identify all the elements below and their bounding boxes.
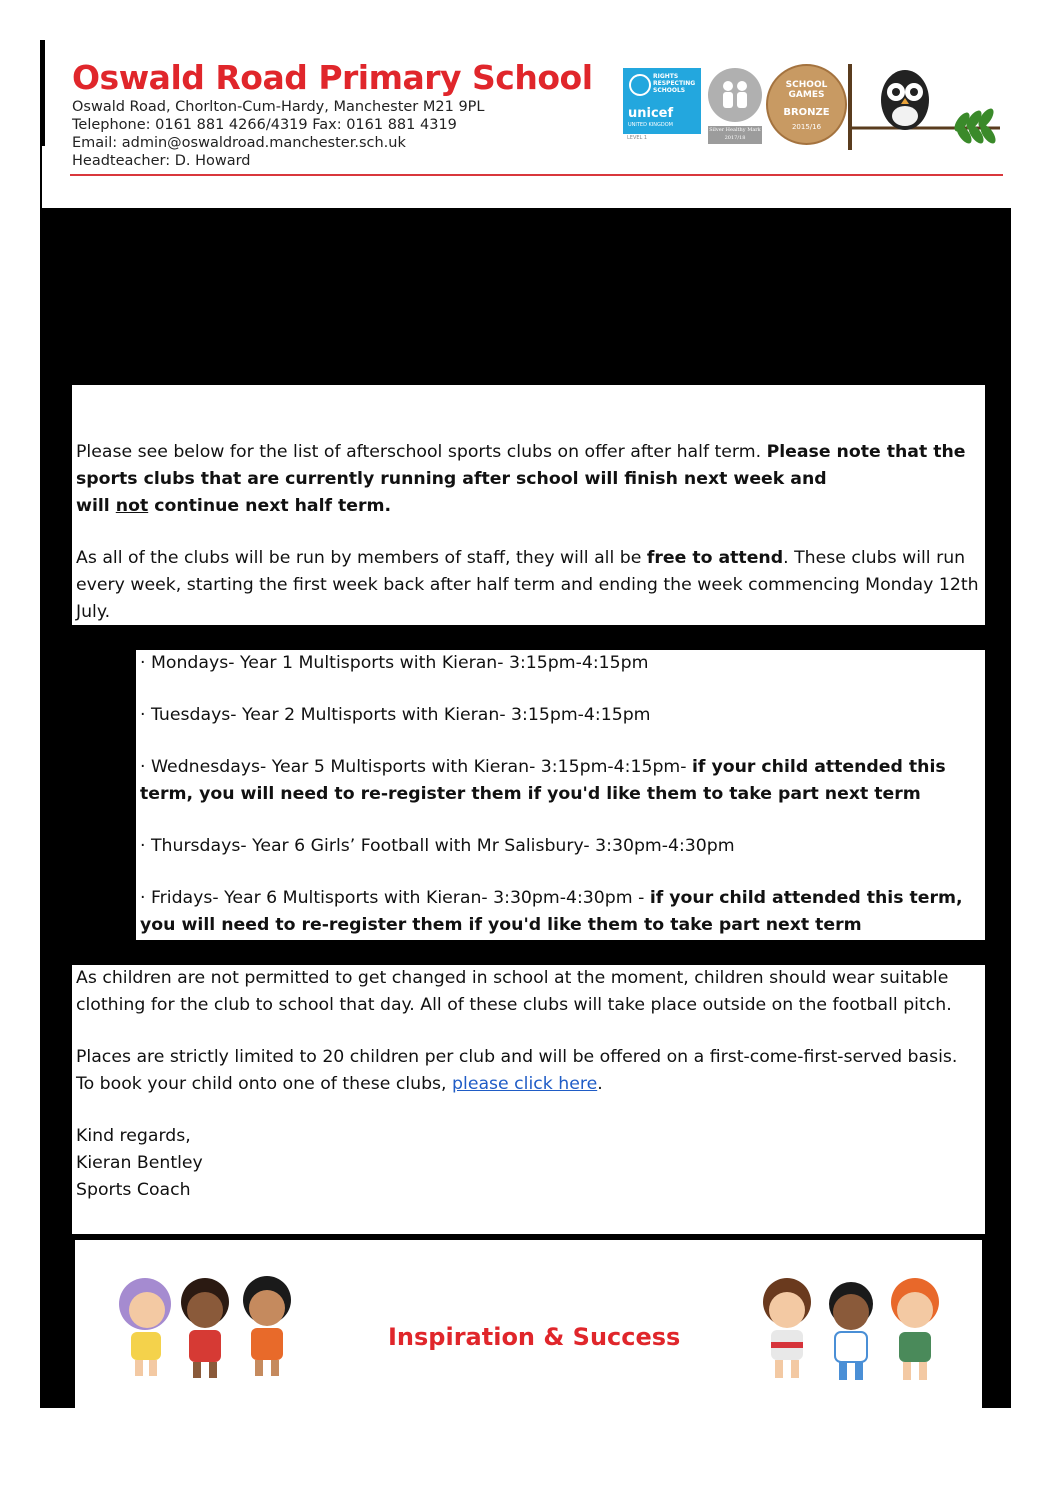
free-text-b: . These clubs will run every week, starting the first week back after half term and ending the week commencing Monday 12th July. <box>76 548 979 622</box>
intro-note-bold-a: will <box>76 496 116 516</box>
school-email: Email: admin@oswaldroad.manchester.sch.uk <box>72 135 406 151</box>
club-item-thursday <box>140 833 981 860</box>
intro-paragraph <box>76 439 981 520</box>
sign-off <box>76 1123 981 1204</box>
clubs-panel <box>136 650 985 940</box>
header-divider <box>70 174 1003 176</box>
clothing-paragraph: As children are not permitted to get changed in school at the moment, children should wear suitable clothing for the club to school that day. All of these clubs will take place outside on the football pitch. <box>76 968 952 1015</box>
club-text: · Thursdays- Year 6 Girls’ Football with Mr Salisbury- 3:30pm-4:30pm <box>140 836 735 856</box>
club-text: · Mondays- Year 1 Multisports with Kieran- 3:15pm-4:15pm <box>140 653 649 673</box>
school-headteacher: Headteacher: D. Howard <box>72 153 251 169</box>
intro-text: Please see below for the list of afterschool sports clubs on offer after half term. <box>76 442 767 462</box>
places-text: Places are strictly limited to 20 children per club and will be offered on a first-come-first-served basis. To book your child onto one of these clubs, <box>76 1047 958 1094</box>
games-year-text: 2015/16 <box>791 123 822 131</box>
children-left-illustration <box>95 1266 315 1386</box>
club-item-wednesday <box>140 754 981 808</box>
club-text: · Fridays- Year 6 Multisports with Kieran- 3:30pm-4:30pm - <box>140 888 650 908</box>
level-text: LEVEL 1 <box>627 135 648 141</box>
booking-link[interactable]: please click here <box>452 1074 598 1094</box>
free-paragraph <box>76 545 981 626</box>
signer-role: Sports Coach <box>76 1180 191 1200</box>
intro-note-bold-b: continue next half term. <box>148 496 392 516</box>
unicef-sub-text: UNITED KINGDOM <box>628 122 673 128</box>
intro-panel <box>72 385 985 625</box>
signer-name: Kieran Bentley <box>76 1153 203 1173</box>
sport-mark-logo <box>708 68 762 122</box>
club-item-monday <box>140 650 981 677</box>
places-paragraph <box>76 1044 981 1098</box>
club-text: · Tuesdays- Year 2 Multisports with Kieran- 3:15pm-4:15pm <box>140 705 651 725</box>
club-note-bold: if your child attended this term, you will need to re-register them if you'd like them to take part next term <box>140 888 963 935</box>
intro-not-underlined: not <box>115 496 149 516</box>
owl-icon <box>850 62 1005 152</box>
club-item-tuesday <box>140 702 981 729</box>
globe-icon <box>629 74 651 96</box>
club-item-friday <box>140 885 981 939</box>
club-note-bold: if your child attended this term, you will need to re-register them if you'd like them to take part next term <box>140 757 946 804</box>
intro-note-bold: Please note that the sports clubs that are currently running after school will finish next week and <box>76 442 966 489</box>
children-right-illustration <box>745 1266 965 1391</box>
unicef-text: unicef <box>628 106 674 121</box>
footer-panel <box>75 1240 982 1415</box>
free-to-attend-bold: free to attend <box>646 548 784 568</box>
free-text-a: As all of the clubs will be run by members of staff, they will all be <box>76 548 647 568</box>
school-address: Oswald Road, Chorlton-Cum-Hardy, Manchester M21 9PL <box>72 99 485 115</box>
club-text: · Wednesdays- Year 5 Multisports with Kieran- 3:15pm-4:15pm- <box>140 757 692 777</box>
header-left-rule-thin <box>40 146 42 208</box>
school-name: Oswald Road Primary School <box>72 58 593 97</box>
school-games-text: SCHOOL GAMES <box>785 80 828 100</box>
sport-mark-text: Silver Healthy Mark 2017/18 <box>708 126 762 144</box>
bronze-text: BRONZE <box>783 107 830 118</box>
regards-text: Kind regards, <box>76 1126 191 1146</box>
school-telephone: Telephone: 0161 881 4266/4319 Fax: 0161 881 4319 <box>72 117 457 133</box>
children-figures-icon <box>708 68 762 122</box>
header-left-rule <box>40 40 45 146</box>
school-games-bronze-logo <box>766 64 847 145</box>
rights-respecting-unicef-logo <box>623 68 701 134</box>
rights-respecting-text: RIGHTS RESPECTING SCHOOLS <box>653 73 696 94</box>
places-end: . <box>597 1074 603 1094</box>
motto: Inspiration & Success <box>388 1323 681 1351</box>
details-panel <box>72 965 985 1234</box>
